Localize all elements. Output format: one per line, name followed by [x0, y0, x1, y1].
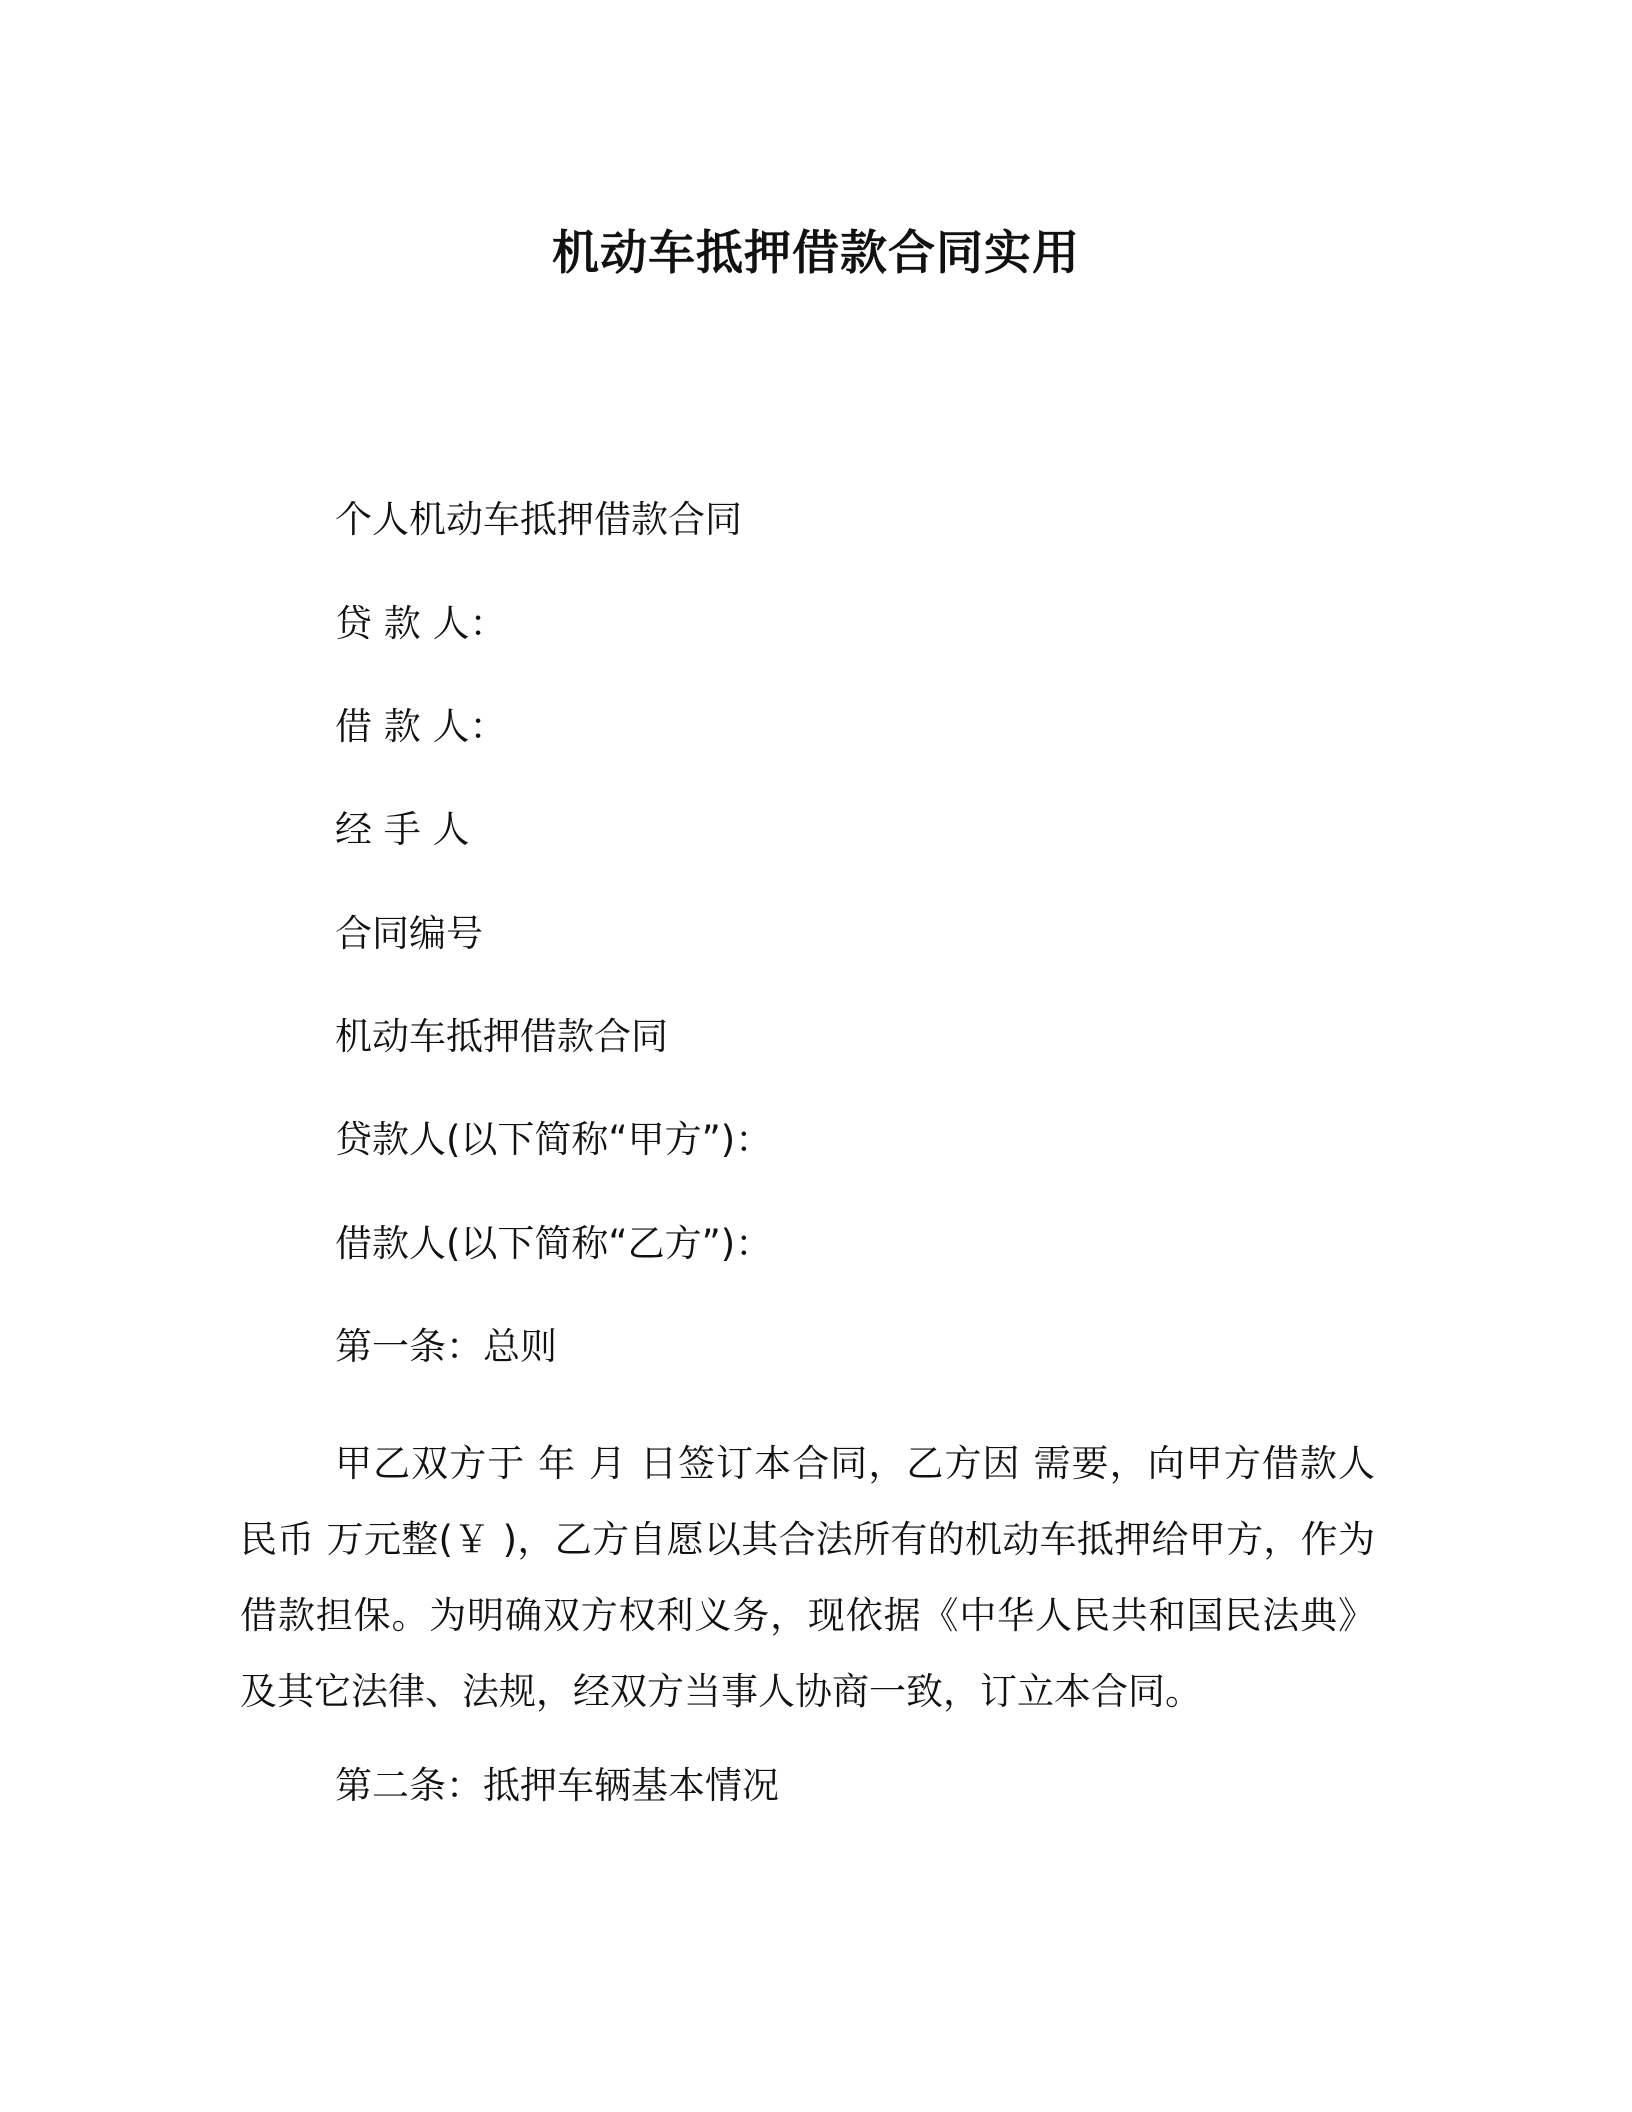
lender-label: 贷 款 人：: [335, 602, 507, 645]
article-one-paragraph: 甲乙双方于 年 月 日签订本合同，乙方因 需要，向甲方借款人民币 万元整(￥ )，乙方自愿以其合法所有的机动车抵押给甲方，作为借款担保。为明确双方权利义务，现依据《中华人民共和国民法典》及其它法律、法规，经双方当事人协商一致，订立本合同。: [240, 1442, 1375, 1713]
borrower-label: 借 款 人：: [335, 705, 507, 748]
contract-name-line: 机动车抵押借款合同: [335, 1015, 668, 1058]
party-a-line: 贷款人(以下简称“甲方”)：: [335, 1118, 773, 1161]
party-b-line: 借款人(以下简称“乙方”)：: [335, 1222, 773, 1265]
article-two-heading: 第二条：抵押车辆基本情况: [335, 1764, 779, 1807]
article-one-heading: 第一条：总则: [335, 1325, 557, 1368]
contract-number-label: 合同编号: [335, 912, 483, 955]
document-title: 机动车抵押借款合同实用: [552, 226, 1080, 281]
handler-label: 经 手 人: [335, 808, 470, 851]
subtitle-line: 个人机动车抵押借款合同: [335, 498, 742, 541]
